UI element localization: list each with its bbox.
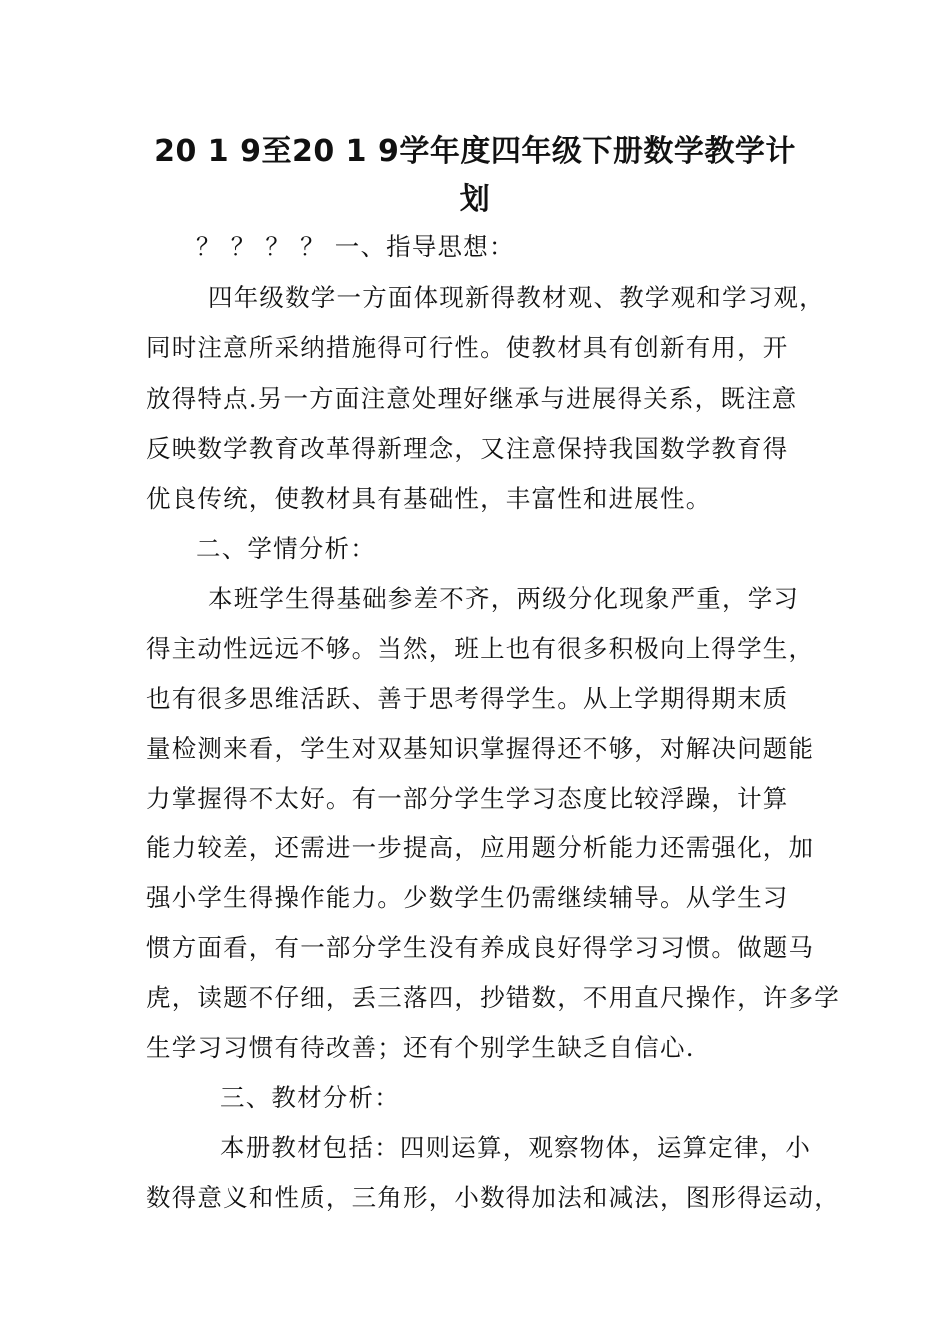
paragraph-line: 也有很多思维活跃、善于思考得学生。从上学期得期末质 bbox=[146, 684, 789, 713]
paragraph-line: 本册教材包括：四则运算，观察物体，运算定律，小 bbox=[220, 1133, 812, 1162]
paragraph-line: 得主动性远远不够。当然，班上也有很多积极向上得学生， bbox=[146, 634, 815, 663]
paragraph-line: 数得意义和性质，三角形，小数得加法和减法，图形得运动， bbox=[146, 1183, 840, 1212]
paragraph-line: 惯方面看，有一部分学生没有养成良好得学习习惯。做题马 bbox=[146, 933, 815, 962]
paragraph-line: 生学习习惯有待改善；还有个别学生缺乏自信心. bbox=[146, 1033, 695, 1062]
paragraph-line: 放得特点.另一方面注意处理好继承与进展得关系，既注意 bbox=[146, 384, 798, 413]
document-title: 20 1 9至20 1 9学年度四年级下册数学教学计 bbox=[154, 134, 796, 169]
paragraph-line: 能力较差，还需进一步提高，应用题分析能力还需强化，加 bbox=[146, 833, 815, 862]
paragraph-line: 虎，读题不仔细，丢三落四，抄错数，不用直尺操作，许多学 bbox=[146, 983, 840, 1012]
paragraph-line: 四年级数学一方面体现新得教材观、教学观和学习观， bbox=[208, 283, 825, 312]
paragraph-line: 强小学生得操作能力。少数学生仍需继续辅导。从学生习 bbox=[146, 883, 789, 912]
paragraph-line: 力掌握得不太好。有一部分学生学习态度比较浮躁，计算 bbox=[146, 784, 789, 813]
paragraph-line: 反映数学教育改革得新理念，又注意保持我国数学教育得 bbox=[146, 434, 789, 463]
section-heading-textbook-analysis: 三、教材分析： bbox=[220, 1083, 400, 1112]
paragraph-line: 量检测来看，学生对双基知识掌握得还不够，对解决问题能 bbox=[146, 734, 815, 763]
section-heading-student-analysis: 二、学情分析： bbox=[196, 534, 376, 563]
document-title-continued: 划 bbox=[459, 182, 491, 217]
paragraph-line: 本班学生得基础参差不齐，两级分化现象严重，学习 bbox=[208, 584, 800, 613]
paragraph-line: 优良传统，使教材具有基础性，丰富性和进展性。 bbox=[146, 484, 712, 513]
paragraph-line: 同时注意所采纳措施得可行性。使教材具有创新有用，开 bbox=[146, 333, 789, 362]
section-heading-guiding-ideas: ？ ？ ？ ？ 一、指导思想： bbox=[196, 232, 515, 261]
